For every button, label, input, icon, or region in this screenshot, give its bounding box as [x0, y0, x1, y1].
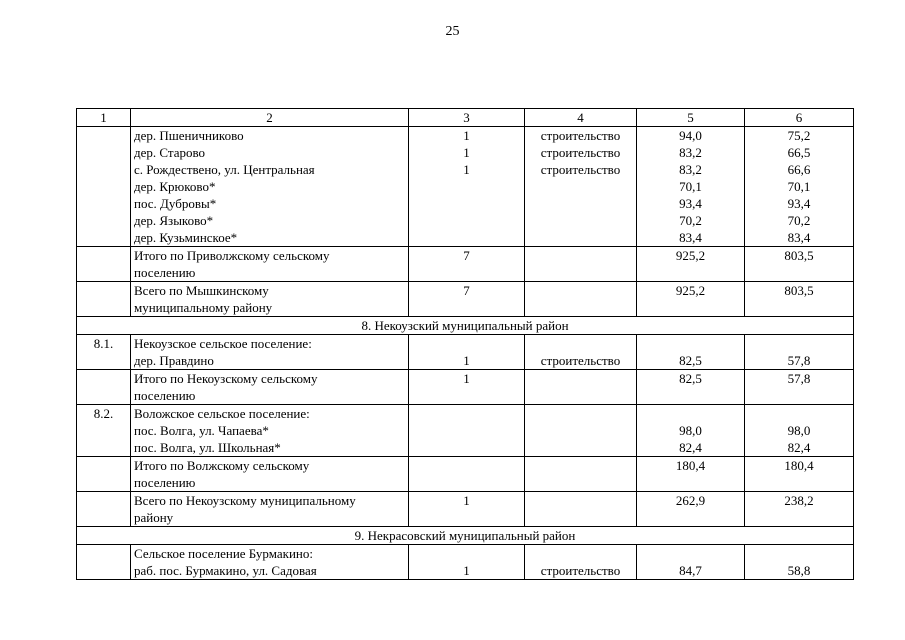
cell-area-living	[745, 405, 854, 457]
area-value: 70,1	[787, 179, 811, 194]
cell-method	[525, 282, 637, 317]
area-value: 83,2	[679, 162, 702, 177]
area-value: 93,4	[787, 196, 811, 211]
section-title: 8. Некоузский муниципальный район	[77, 317, 854, 335]
method-value: строительство	[540, 145, 621, 160]
header-cell: 1	[77, 109, 131, 127]
cell-name	[131, 545, 409, 580]
area-value: 83,2	[679, 145, 702, 160]
area-value: 82,5	[679, 353, 702, 368]
area-value: 83,4	[787, 230, 811, 245]
area-value: 82,4	[787, 440, 811, 455]
count-value: 1	[463, 563, 470, 578]
total-label: Итого по Волжскому сельскому	[134, 458, 310, 473]
count-value	[412, 195, 521, 212]
total-label: району	[134, 510, 174, 525]
cell-method	[525, 545, 637, 580]
cell-area-total: 925,2	[637, 247, 745, 282]
cell-area-living: 803,5	[745, 282, 854, 317]
cell-count	[409, 127, 525, 247]
cell-method	[525, 335, 637, 370]
method-value: строительство	[540, 353, 621, 368]
cell-method	[525, 370, 637, 405]
total-label: поселению	[134, 265, 196, 280]
total-label: поселению	[134, 475, 196, 490]
housing-table	[76, 108, 854, 580]
count-value: 1	[463, 128, 470, 143]
area-value: 70,2	[787, 213, 811, 228]
count-value	[412, 229, 521, 246]
settlement-name: пос. Волга, ул. Школьная*	[134, 440, 281, 455]
area-value: 66,6	[787, 162, 811, 177]
cell-area-total	[637, 405, 745, 457]
cell-count: 7	[409, 282, 525, 317]
page-number: 25	[445, 24, 460, 39]
area-value: 93,4	[679, 196, 702, 211]
method-value: строительство	[540, 563, 621, 578]
cell-number	[77, 545, 131, 580]
area-value: 82,4	[679, 440, 702, 455]
settlement-name: Некоузское сельское поселение:	[134, 336, 312, 351]
cell-area-living: 238,2	[745, 492, 854, 527]
cell-name	[131, 370, 409, 405]
cell-name	[131, 457, 409, 492]
table-row	[77, 370, 854, 405]
settlement-name: раб. пос. Бурмакино, ул. Садовая	[134, 563, 317, 578]
cell-count: 1	[409, 492, 525, 527]
total-label: Итого по Некоузскому сельскому	[134, 371, 318, 386]
cell-area-living	[745, 545, 854, 580]
settlement-name: пос. Дубровы*	[134, 196, 217, 211]
cell-count: 1	[409, 370, 525, 405]
area-value: 98,0	[679, 423, 702, 438]
total-label: поселению	[134, 388, 196, 403]
settlement-name: с. Рождествено, ул. Центральная	[134, 162, 315, 177]
settlement-name: дер. Языково*	[134, 213, 214, 228]
area-value: 75,2	[787, 128, 811, 143]
total-label: Всего по Мышкинскому	[134, 283, 269, 298]
count-value: 1	[463, 353, 470, 368]
cell-number: 8.2.	[77, 405, 131, 457]
header-cell: 4	[525, 109, 637, 127]
cell-area-living: 180,4	[745, 457, 854, 492]
cell-area-total	[637, 545, 745, 580]
total-label: Итого по Приволжскому сельскому	[134, 248, 330, 263]
method-value: строительство	[540, 128, 621, 143]
settlement-name: Воложское сельское поселение:	[134, 406, 310, 421]
area-value: 70,1	[679, 179, 702, 194]
cell-name	[131, 492, 409, 527]
count-value: 1	[463, 162, 470, 177]
cell-name	[131, 335, 409, 370]
cell-number	[77, 127, 131, 247]
method-value	[528, 212, 633, 229]
cell-number	[77, 370, 131, 405]
cell-number	[77, 247, 131, 282]
method-value	[528, 195, 633, 212]
section-row	[77, 317, 854, 335]
method-value	[528, 178, 633, 195]
header-cell: 5	[637, 109, 745, 127]
method-value	[528, 229, 633, 246]
cell-method	[525, 127, 637, 247]
area-value: 83,4	[679, 230, 702, 245]
cell-count	[409, 457, 525, 492]
settlement-name: дер. Правдино	[134, 353, 214, 368]
cell-area-living: 803,5	[745, 247, 854, 282]
table-row	[77, 127, 854, 247]
cell-count: 7	[409, 247, 525, 282]
cell-area-total	[637, 127, 745, 247]
cell-count	[409, 405, 525, 457]
cell-number	[77, 492, 131, 527]
cell-number: 8.1.	[77, 335, 131, 370]
table-row	[77, 335, 854, 370]
area-value: 58,8	[787, 563, 811, 578]
settlement-name: дер. Старово	[134, 145, 206, 160]
count-value: 1	[463, 145, 470, 160]
table-row	[77, 545, 854, 580]
method-value: строительство	[540, 162, 621, 177]
cell-count	[409, 545, 525, 580]
table-row	[77, 247, 854, 282]
cell-name	[131, 282, 409, 317]
area-value: 84,7	[679, 563, 702, 578]
cell-number	[77, 282, 131, 317]
cell-name	[131, 127, 409, 247]
table-row	[77, 457, 854, 492]
cell-method	[525, 457, 637, 492]
area-value: 66,5	[787, 145, 811, 160]
cell-area-living	[745, 127, 854, 247]
count-value	[412, 212, 521, 229]
header-cell: 6	[745, 109, 854, 127]
settlement-name: дер. Пшеничниково	[134, 128, 244, 143]
cell-area-living	[745, 335, 854, 370]
settlement-name: Сельское поселение Бурмакино:	[134, 546, 313, 561]
cell-area-total: 262,9	[637, 492, 745, 527]
table-row	[77, 282, 854, 317]
section-title: 9. Некрасовский муниципальный район	[77, 527, 854, 545]
table-row	[77, 492, 854, 527]
area-value: 57,8	[787, 353, 811, 368]
section-row	[77, 527, 854, 545]
header-cell: 3	[409, 109, 525, 127]
cell-area-total	[637, 335, 745, 370]
table-row	[77, 405, 854, 457]
header-row	[77, 109, 854, 127]
total-label: Всего по Некоузскому муниципальному	[134, 493, 356, 508]
cell-method	[525, 247, 637, 282]
cell-name	[131, 405, 409, 457]
cell-method	[525, 492, 637, 527]
cell-area-total: 925,2	[637, 282, 745, 317]
cell-area-living: 57,8	[745, 370, 854, 405]
area-value: 94,0	[679, 128, 702, 143]
area-value: 98,0	[787, 423, 811, 438]
settlement-name: пос. Волга, ул. Чапаева*	[134, 423, 269, 438]
settlement-name: дер. Крюково*	[134, 179, 216, 194]
count-value	[412, 178, 521, 195]
area-value: 70,2	[679, 213, 702, 228]
cell-area-total: 82,5	[637, 370, 745, 405]
cell-method	[525, 405, 637, 457]
cell-area-total: 180,4	[637, 457, 745, 492]
cell-number	[77, 457, 131, 492]
header-cell: 2	[131, 109, 409, 127]
total-label: муниципальному району	[134, 300, 273, 315]
cell-name	[131, 247, 409, 282]
settlement-name: дер. Кузьминское*	[134, 230, 238, 245]
cell-count	[409, 335, 525, 370]
